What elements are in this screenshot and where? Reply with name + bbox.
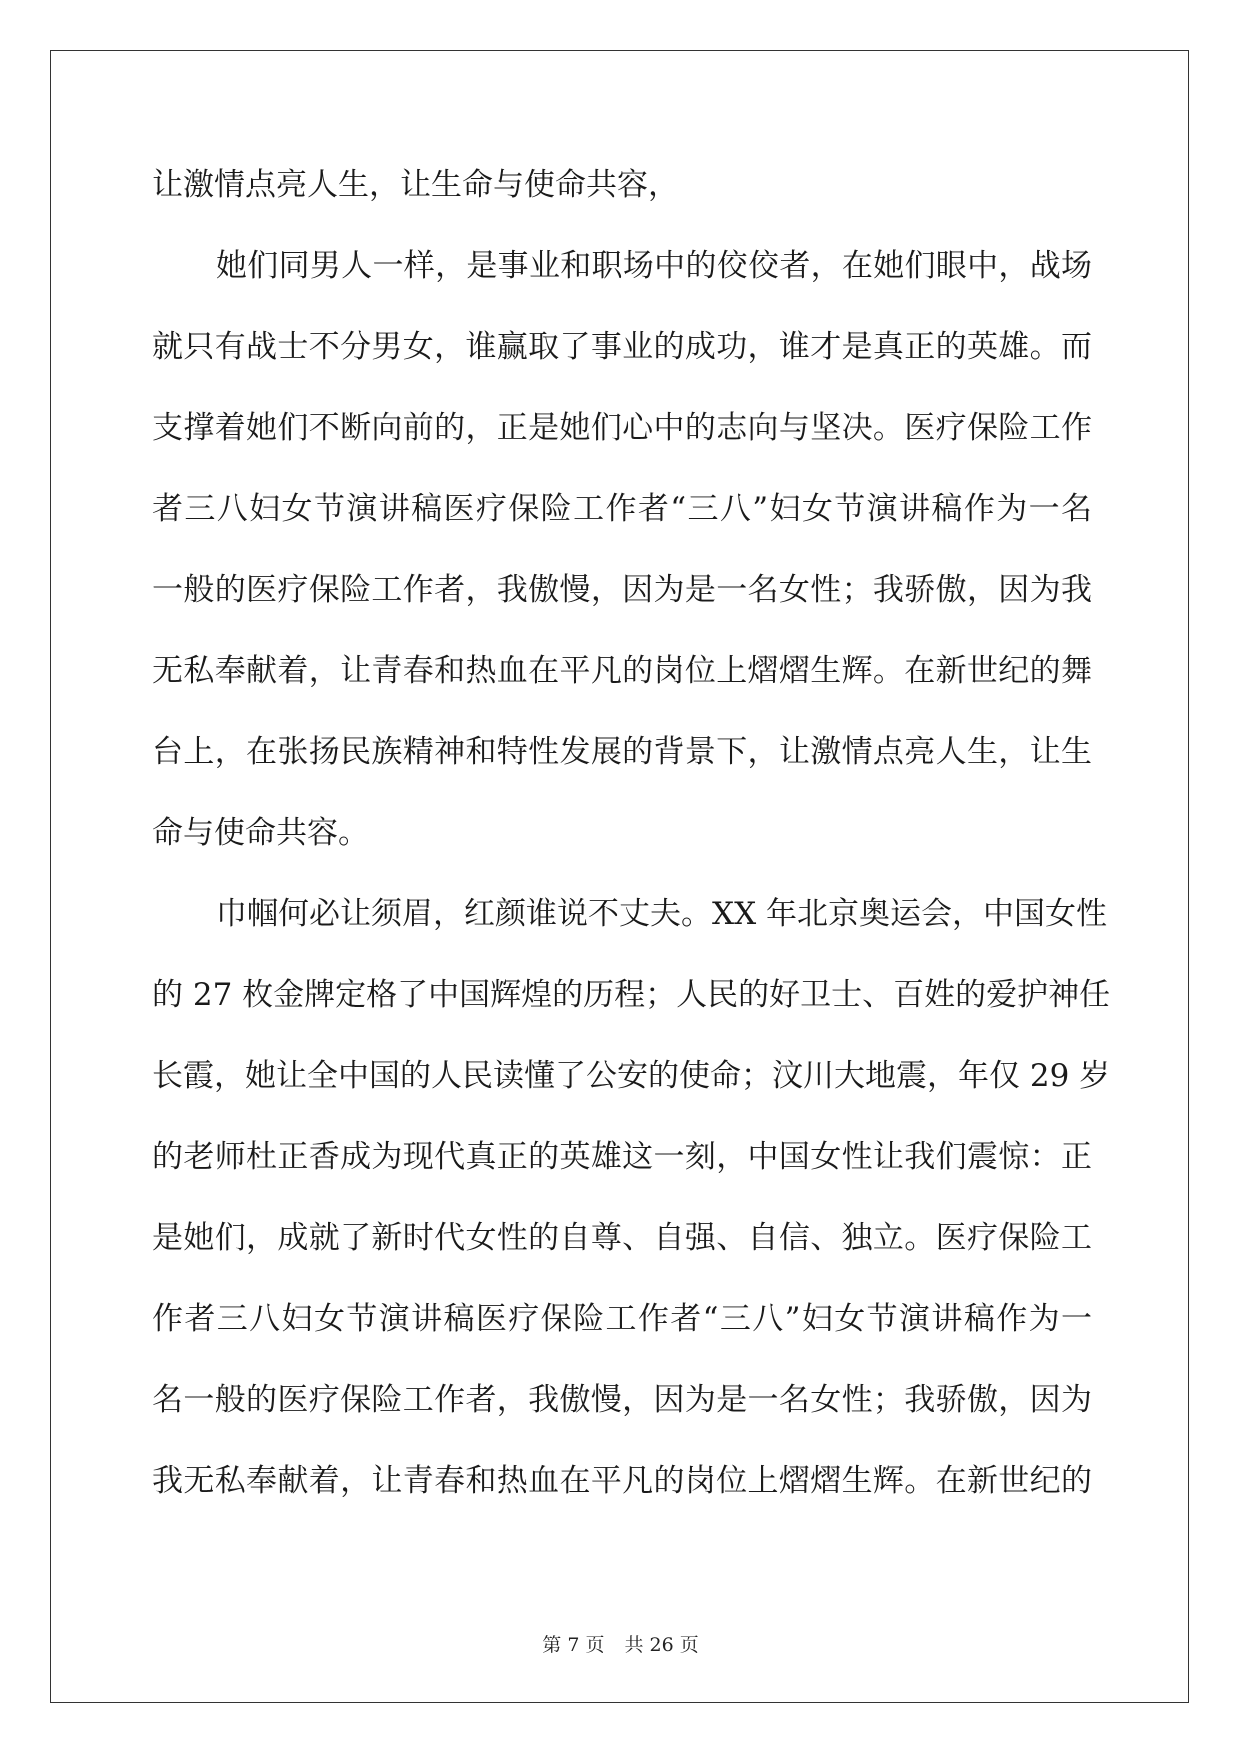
text-line: 我无私奉献着，让青春和热血在平凡的岗位上熠熠生辉。在新世纪的 — [152, 1463, 1092, 1499]
text-line: 作者三八妇女节演讲稿医疗保险工作者“三八”妇女节演讲稿作为一 — [152, 1301, 1092, 1337]
text-line: 支撑着她们不断向前的，正是她们心中的志向与坚决。医疗保险工作 — [152, 410, 1092, 446]
text-line: 就只有战士不分男女，谁赢取了事业的成功，谁才是真正的英雄。而 — [152, 329, 1092, 365]
text-line: 的老师杜正香成为现代真正的英雄这一刻，中国女性让我们震惊：正 — [152, 1139, 1092, 1175]
paragraph — [152, 160, 1092, 241]
current-page-label: 第 7 页 — [542, 1634, 605, 1656]
text-line: 命与使命共容。 — [152, 815, 369, 851]
text-line: 一般的医疗保险工作者，我傲慢，因为是一名女性；我骄傲，因为我 — [152, 572, 1092, 608]
text-line: 的 27 枚金牌定格了中国辉煌的历程；人民的好卫士、百姓的爱护神任 — [152, 977, 1111, 1013]
paragraph — [152, 241, 1092, 889]
page-footer — [0, 1633, 1241, 1657]
text-line: 她们同男人一样，是事业和职场中的佼佼者，在她们眼中，战场 — [216, 248, 1092, 284]
text-line: 巾帼何必让须眉，红颜谁说不丈夫。XX 年北京奥运会，中国女性 — [216, 896, 1107, 932]
text-line: 长霞，她让全中国的人民读懂了公安的使命；汶川大地震，年仅 29 岁 — [152, 1058, 1111, 1094]
text-line: 台上，在张扬民族精神和特性发展的背景下，让激情点亮人生，让生 — [152, 734, 1092, 770]
text-line: 名一般的医疗保险工作者，我傲慢，因为是一名女性；我骄傲，因为 — [152, 1382, 1092, 1418]
paragraph — [152, 889, 1111, 1537]
total-pages-label: 共 26 页 — [624, 1634, 699, 1656]
document-body — [152, 160, 1111, 1537]
text-line: 是她们，成就了新时代女性的自尊、自强、自信、独立。医疗保险工 — [152, 1220, 1092, 1256]
text-line: 者三八妇女节演讲稿医疗保险工作者“三八”妇女节演讲稿作为一名 — [152, 491, 1092, 527]
text-line: 让激情点亮人生，让生命与使命共容， — [152, 167, 679, 203]
text-line: 无私奉献着，让青春和热血在平凡的岗位上熠熠生辉。在新世纪的舞 — [152, 653, 1092, 689]
